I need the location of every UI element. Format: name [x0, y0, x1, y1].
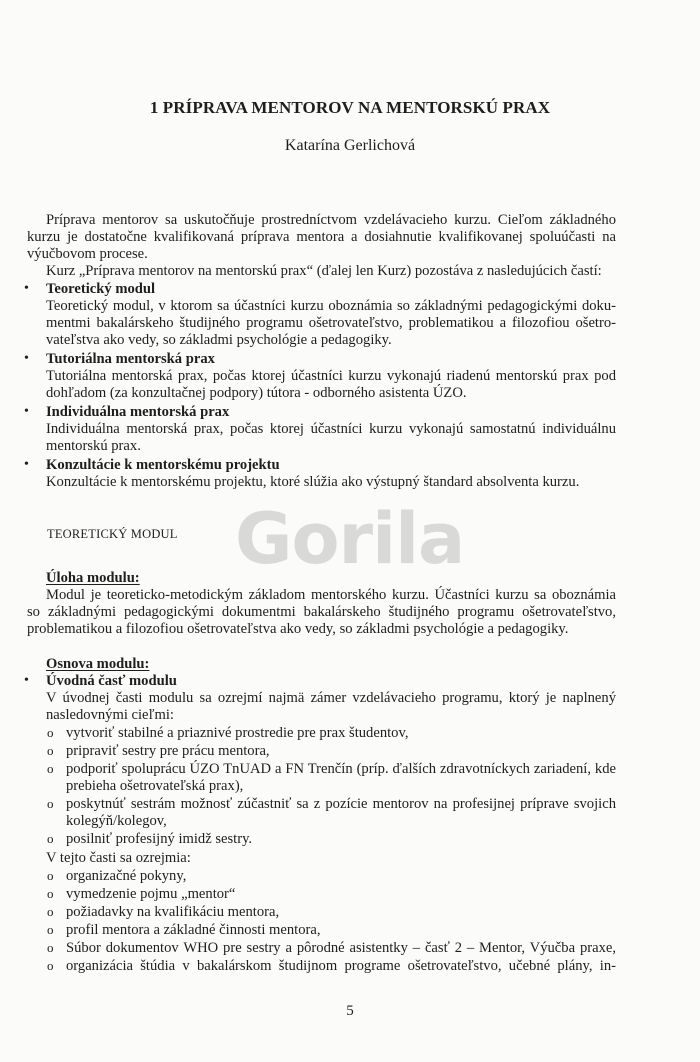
circle-bullet-icon: o	[47, 868, 54, 883]
part-heading: Tutoriálna mentorská prax	[46, 351, 215, 367]
part-heading: Teoretický modul	[46, 281, 156, 297]
outline-intro: V úvodnej časti modulu sa ozrejmí najmä zámer vzdelávacieho programu, ktorý je naplnený	[46, 690, 616, 706]
topic-item: vymedzenie pojmu „mentor“	[66, 886, 236, 902]
watermark-logo: Gorila	[235, 498, 465, 580]
topics-intro: V tejto časti sa ozrejmia:	[46, 850, 191, 866]
part-text: dohľadom (za konzultačnej podpory) tútora - odborného asistenta ÚZO.	[46, 385, 467, 401]
goal-item: prebieha ošetrovateľská prax),	[66, 778, 244, 794]
circle-bullet-icon: o	[47, 886, 54, 901]
circle-bullet-icon: o	[47, 922, 54, 937]
author-name: Katarína Gerlichová	[284, 137, 416, 154]
bullet-icon: •	[24, 281, 29, 296]
topic-item: požiadavky na kvalifikáciu mentora,	[66, 904, 280, 920]
goal-item: kolegýň/kolegov,	[66, 813, 167, 829]
bullet-icon: •	[24, 457, 29, 472]
outline-intro: nasledovnými cieľmi:	[46, 707, 174, 723]
circle-bullet-icon: o	[47, 725, 54, 740]
goal-item: poskytnúť sestrám možnosť zúčastniť sa z pozície mentorov na profesijnej príprave svojich	[66, 796, 616, 812]
topic-item: Súbor dokumentov WHO pre sestry a pôrodné asistentky – časť 2 – Mentor, Výučba praxe,	[66, 940, 616, 956]
page-number: 5	[346, 1003, 354, 1019]
part-text: mentorskú prax.	[46, 438, 141, 454]
goal-item: podporiť spoluprácu ÚZO TnUAD a FN Trenčín (príp. ďalších zdravotníckych zariadení, kde	[66, 761, 616, 777]
chapter-title: 1 PRÍPRAVA MENTOROV NA MENTORSKÚ PRAX	[149, 98, 551, 117]
section-title: TEORETICKÝ MODUL	[47, 527, 178, 541]
intro-line: Kurz „Príprava mentorov na mentorskú prax“ (ďalej len Kurz) pozostáva z nasledujúcich častí:	[46, 263, 602, 279]
bullet-icon: •	[24, 351, 29, 366]
part-text: mentmi bakalárskeho študijného programu ošetrovateľstvo, problematikou a filozofiou ošetro-	[46, 315, 616, 331]
bullet-icon: •	[24, 404, 29, 419]
intro-line: kurzu je dostatočne kvalifikovaná príprava mentora a dosiahnutie kvalifikovanej spoluúčasti na	[27, 229, 616, 245]
outline-subheading: Úvodná časť modulu	[46, 673, 177, 689]
topic-item: profil mentora a základné činnosti mentora,	[66, 922, 321, 938]
goal-item: posilniť profesijný imidž sestry.	[66, 831, 253, 847]
bullet-icon: •	[24, 673, 29, 688]
part-text: Teoretický modul, v ktorom sa účastníci kurzu oboznámia so základnými pedagogickými doku-	[46, 298, 616, 314]
part-text: vateľstva ako vedy, so základmi psychológie a pedagogiky.	[46, 332, 392, 348]
topic-item: organizácia štúdia v bakalárskom študijnom programe ošetrovateľstvo, učebné plány, in-	[66, 958, 616, 974]
circle-bullet-icon: o	[47, 958, 54, 973]
goal-text: so základnými pedagogickými dokumentmi bakalárskeho študijného programu ošetrovateľstvo,	[27, 604, 616, 620]
goal-heading: Úloha modulu:	[46, 570, 140, 586]
part-heading: Konzultácie k mentorskému projektu	[46, 457, 280, 473]
circle-bullet-icon: o	[47, 761, 54, 776]
part-text: Tutoriálna mentorská prax, počas ktorej účastníci kurzu vykonajú riadenú mentorskú prax pod	[46, 368, 616, 384]
circle-bullet-icon: o	[47, 743, 54, 758]
circle-bullet-icon: o	[47, 904, 54, 919]
circle-bullet-icon: o	[47, 940, 54, 955]
circle-bullet-icon: o	[47, 796, 54, 811]
goal-text: problematikou a filozofiou ošetrovateľstva ako vedy, so základmi psychológie a pedagogiky.	[27, 621, 569, 637]
part-text: Konzultácie k mentorskému projektu, ktoré slúžia ako výstupný štandard absolventa kurzu.	[46, 474, 580, 490]
part-heading: Individuálna mentorská prax	[46, 404, 230, 420]
intro-line: Príprava mentorov sa uskutočňuje prostredníctvom vzdelávacieho kurzu. Cieľom základného	[46, 212, 616, 228]
goal-item: vytvoriť stabilné a priaznivé prostredie pre prax študentov,	[66, 725, 409, 741]
outline-heading: Osnova modulu:	[46, 656, 150, 672]
circle-bullet-icon: o	[47, 831, 54, 846]
topic-item: organizačné pokyny,	[66, 868, 187, 884]
goal-text: Modul je teoreticko-metodickým základom mentorského kurzu. Účastníci kurzu sa oboznámia	[46, 587, 616, 603]
intro-line: výučbovom procese.	[27, 246, 148, 262]
goal-item: pripraviť sestry pre prácu mentora,	[66, 743, 270, 759]
part-text: Individuálna mentorská prax, počas ktorej účastníci kurzu vykonajú samostatnú individuálnu	[46, 421, 616, 437]
